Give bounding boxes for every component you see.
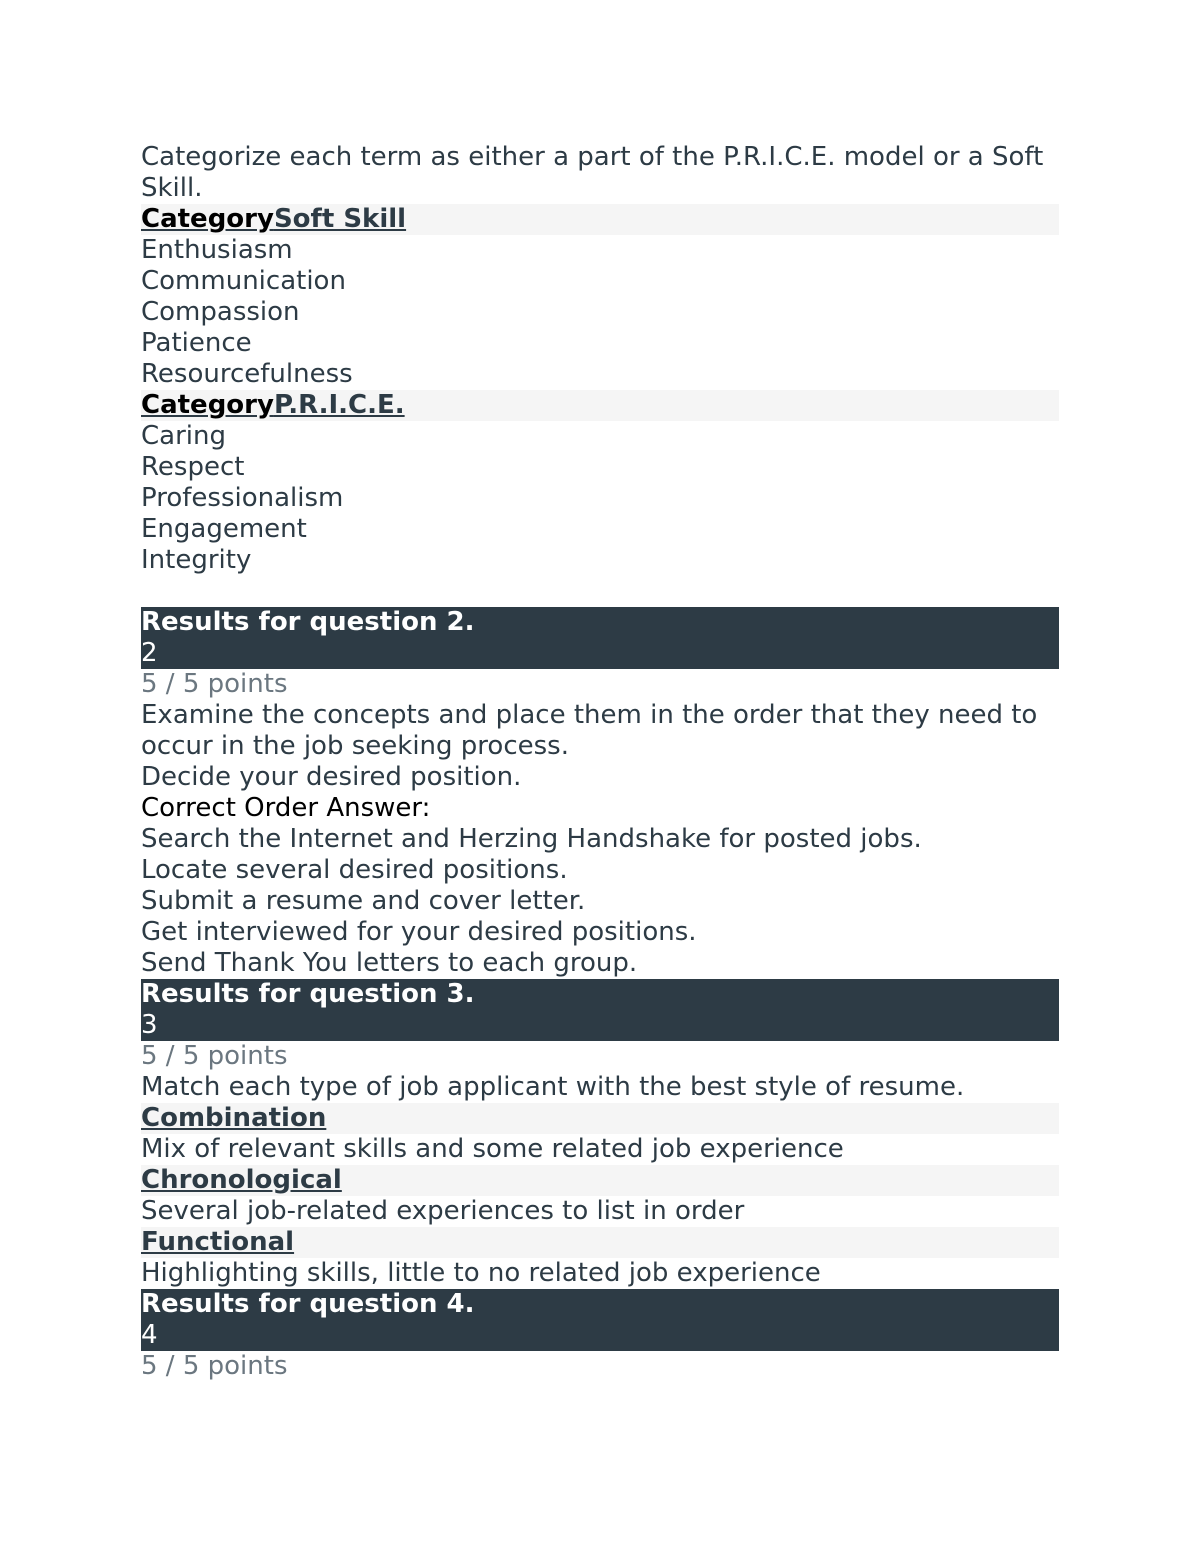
price-item: Engagement xyxy=(141,514,307,544)
category-name: Soft Skill xyxy=(273,204,407,234)
price-item: Professionalism xyxy=(141,483,344,513)
points-score: 5 / 5 points xyxy=(141,669,288,699)
question-number: 3 xyxy=(141,1010,158,1040)
price-item: Caring xyxy=(141,421,226,451)
results-header-q3 xyxy=(141,979,1059,1041)
order-item: Get interviewed for your desired positions. xyxy=(141,917,697,947)
results-title: Results for question 4. xyxy=(141,1289,475,1319)
q1-prompt: Categorize each term as either a part of the P.R.I.C.E. model or a Soft Skill. xyxy=(141,142,1044,203)
order-item: Send Thank You letters to each group. xyxy=(141,948,638,978)
q3-prompt: Match each type of job applicant with the best style of resume. xyxy=(141,1072,965,1102)
points-score: 5 / 5 points xyxy=(141,1351,288,1381)
category-name: P.R.I.C.E. xyxy=(273,390,405,420)
soft-skill-item: Enthusiasm xyxy=(141,235,293,265)
order-item: Submit a resume and cover letter. xyxy=(141,886,586,916)
match-term: Functional xyxy=(141,1227,1059,1258)
order-item: Locate several desired positions. xyxy=(141,855,568,885)
results-header-q2 xyxy=(141,607,1059,669)
soft-skill-item: Communication xyxy=(141,266,346,296)
soft-skill-item: Compassion xyxy=(141,297,300,327)
price-item: Respect xyxy=(141,452,245,482)
q2-prompt: Examine the concepts and place them in the order that they need to occur in the job seeking process. xyxy=(141,700,1038,761)
results-title: Results for question 3. xyxy=(141,979,475,1009)
question-number: 4 xyxy=(141,1320,158,1350)
results-title: Results for question 2. xyxy=(141,607,475,637)
category-row-soft-skill xyxy=(141,204,1059,235)
match-description: Mix of relevant skills and some related job experience xyxy=(141,1134,844,1164)
match-term: Chronological xyxy=(141,1165,1059,1196)
category-key: Category xyxy=(141,390,274,420)
order-item: Decide your desired position. xyxy=(141,762,522,792)
soft-skill-item: Patience xyxy=(141,328,252,358)
match-description: Several job-related experiences to list in order xyxy=(141,1196,745,1226)
match-description: Highlighting skills, little to no related job experience xyxy=(141,1258,821,1288)
match-term: Combination xyxy=(141,1103,1059,1134)
price-item: Integrity xyxy=(141,545,252,575)
results-header-q4 xyxy=(141,1289,1059,1351)
question-number: 2 xyxy=(141,638,158,668)
quiz-results xyxy=(141,142,1059,1382)
soft-skill-item: Resourcefulness xyxy=(141,359,353,389)
answer-label: Correct Order Answer: xyxy=(141,793,431,823)
points-score: 5 / 5 points xyxy=(141,1041,288,1071)
category-row-price xyxy=(141,390,1059,421)
category-key: Category xyxy=(141,204,274,234)
order-item: Search the Internet and Herzing Handshake for posted jobs. xyxy=(141,824,922,854)
